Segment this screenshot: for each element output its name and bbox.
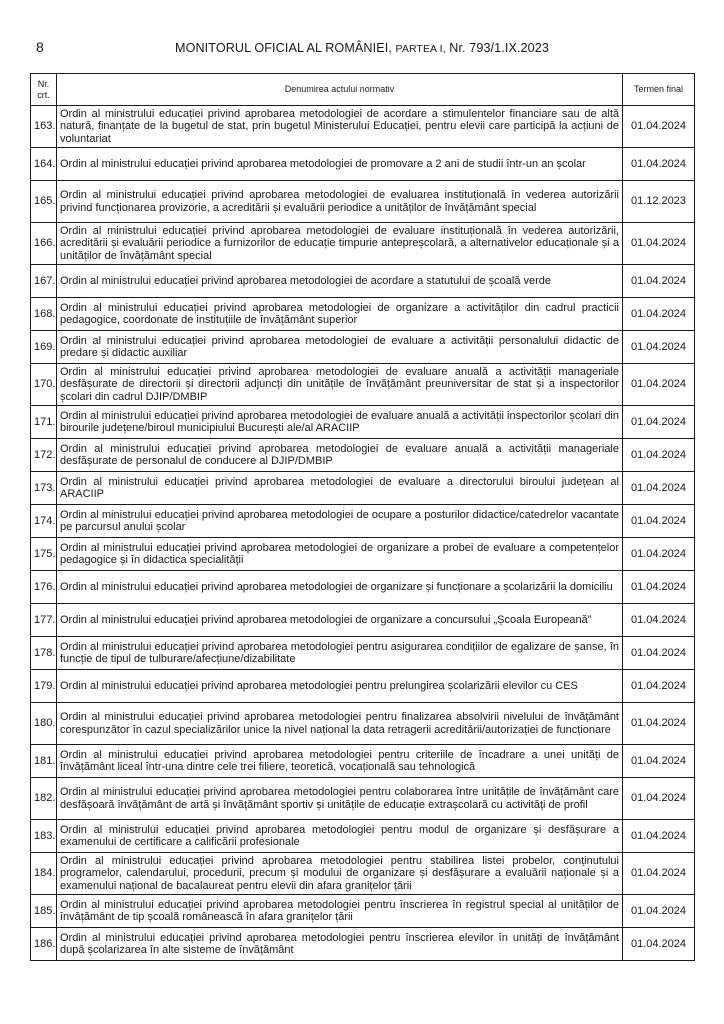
table-row xyxy=(31,745,695,778)
row-number: 167. xyxy=(31,265,57,298)
table-row xyxy=(31,223,695,265)
table-row xyxy=(31,670,695,703)
table-row xyxy=(31,298,695,331)
normative-acts-table xyxy=(30,73,695,961)
deadline: 01.04.2024 xyxy=(623,538,695,571)
table-header-row xyxy=(31,74,695,106)
act-name: Ordin al ministrului educației privind aprobarea metodologiei de evaluare anuală a activității inspectorilor școlari din birourile județene/biroul municipiului București ale/al ARACIIP xyxy=(57,406,623,439)
page-number: 8 xyxy=(36,39,44,55)
table-row xyxy=(31,364,695,406)
act-name: Ordin al ministrului educației privind aprobarea metodologiei de evaluare a activității personalului didactic de predare și didactic auxiliar xyxy=(57,331,623,364)
row-number: 186. xyxy=(31,928,57,961)
table-row xyxy=(31,604,695,637)
table-row xyxy=(31,571,695,604)
row-number: 170. xyxy=(31,364,57,406)
table-row xyxy=(31,148,695,181)
act-name: Ordin al ministrului educației privind aprobarea metodologiei de promovare a 2 ani de studii într-un an școlar xyxy=(57,148,623,181)
table-row xyxy=(31,703,695,745)
row-number: 169. xyxy=(31,331,57,364)
table-row xyxy=(31,331,695,364)
row-number: 175. xyxy=(31,538,57,571)
row-number: 172. xyxy=(31,439,57,472)
deadline: 01.04.2024 xyxy=(623,778,695,820)
table-row xyxy=(31,505,695,538)
table-row xyxy=(31,472,695,505)
row-number: 171. xyxy=(31,406,57,439)
act-name: Ordin al ministrului educației privind aprobarea metodologiei de evaluare a directorului biroului județean al ARACIIP xyxy=(57,472,623,505)
journal-issue: Nr. 793/1.IX.2023 xyxy=(449,41,549,55)
act-name: Ordin al ministrului educației privind aprobarea metodologiei pentru înscrierea în registrul special al unităților de învățământ de tip școală românească în afara granițelor țării xyxy=(57,895,623,928)
act-name: Ordin al ministrului educației privind aprobarea metodologiei de organizare a activităților din cadrul practicii pedagogice, coordonate de instituțiile de învățământ superior xyxy=(57,298,623,331)
table-row xyxy=(31,853,695,895)
act-name: Ordin al ministrului educației privind aprobarea metodologiei pentru stabilirea listei probelor, conținutului programelor, calendarului, procedurii, precum și modului de organizare și desfășurare a evaluării naționale și a examenului național de bacalaureat pentru elevii din afara granițelor țării xyxy=(57,853,623,895)
act-name: Ordin al ministrului educației privind aprobarea metodologiei de organizare a probei de evaluare a competențelor pedagogice și în didactica specialității xyxy=(57,538,623,571)
deadline: 01.04.2024 xyxy=(623,406,695,439)
act-name: Ordin al ministrului educației privind aprobarea metodologiei pentru înscrierea elevilor în unități de învățământ după școlarizarea în alte sisteme de învățământ xyxy=(57,928,623,961)
row-number: 178. xyxy=(31,637,57,670)
row-number: 174. xyxy=(31,505,57,538)
act-name: Ordin al ministrului educației privind aprobarea metodologiei pentru criteriile de încadrare a unei unități de învățământ liceal într-una dintre cele trei filiere, teoretică, vocațională sau tehnologică xyxy=(57,745,623,778)
act-name: Ordin al ministrului educației privind aprobarea metodologiei de evaluare anuală a activității manageriale desfășurate de personalul de conducere al DJIP/DMBIP xyxy=(57,439,623,472)
row-number: 176. xyxy=(31,571,57,604)
table-row xyxy=(31,106,695,148)
deadline: 01.12.2023 xyxy=(623,181,695,223)
deadline: 01.04.2024 xyxy=(623,571,695,604)
act-name: Ordin al ministrului educației privind aprobarea metodologiei de organizare a concursului „Școala Europeană” xyxy=(57,604,623,637)
row-number: 185. xyxy=(31,895,57,928)
deadline: 01.04.2024 xyxy=(623,604,695,637)
table-row xyxy=(31,538,695,571)
deadline: 01.04.2024 xyxy=(623,106,695,148)
table-row xyxy=(31,820,695,853)
row-number: 177. xyxy=(31,604,57,637)
act-name: Ordin al ministrului educației privind aprobarea metodologiei de evaluare anuală a activității manageriale desfășurate de directorii și directorii adjuncți din unitățile de învățământ preuniversitar de stat și a inspectorilor școlari din cadrul DJIP/DMBIP xyxy=(57,364,623,406)
deadline: 01.04.2024 xyxy=(623,637,695,670)
row-number: 182. xyxy=(31,778,57,820)
table-row xyxy=(31,778,695,820)
column-header-nr: Nr. crt. xyxy=(31,74,57,106)
row-number: 165. xyxy=(31,181,57,223)
page-header xyxy=(0,41,724,55)
act-name: Ordin al ministrului educației privind aprobarea metodologiei de acordare a stimulentelor financiare sau de altă natură, finanțate de la bugetul de stat, prin bugetul Ministerului Educației, pentru elevii care participă la acțiuni de voluntariat xyxy=(57,106,623,148)
row-number: 168. xyxy=(31,298,57,331)
deadline: 01.04.2024 xyxy=(623,223,695,265)
deadline: 01.04.2024 xyxy=(623,895,695,928)
table-row xyxy=(31,181,695,223)
journal-title: MONITORUL OFICIAL AL ROMÂNIEI, xyxy=(175,41,392,55)
table-row xyxy=(31,928,695,961)
act-name: Ordin al ministrului educației privind aprobarea metodologiei pentru modul de organizare și desfășurare a examenului de certificare a calificării profesionale xyxy=(57,820,623,853)
act-name: Ordin al ministrului educației privind aprobarea metodologiei de acordare a statutului de școală verde xyxy=(57,265,623,298)
deadline: 01.04.2024 xyxy=(623,364,695,406)
row-number: 163. xyxy=(31,106,57,148)
deadline: 01.04.2024 xyxy=(623,928,695,961)
deadline: 01.04.2024 xyxy=(623,820,695,853)
row-number: 183. xyxy=(31,820,57,853)
deadline: 01.04.2024 xyxy=(623,472,695,505)
row-number: 184. xyxy=(31,853,57,895)
deadline: 01.04.2024 xyxy=(623,505,695,538)
act-name: Ordin al ministrului educației privind aprobarea metodologiei de organizare și funcționare a școlarizării la domiciliu xyxy=(57,571,623,604)
table-row xyxy=(31,265,695,298)
act-name: Ordin al ministrului educației privind aprobarea metodologiei de evaluare instituțională în vederea autorizării, acreditării și evaluării periodice a furnizorilor de educație timpurie antepreșcolară, a alternativelor educaționale și a unităților de învățământ special xyxy=(57,223,623,265)
row-number: 181. xyxy=(31,745,57,778)
act-name: Ordin al ministrului educației privind aprobarea metodologiei pentru finalizarea absolvirii nivelului de învățământ corespunzător în cazul specializărilor unice la nivel național la data retragerii acreditării/autorizației de funcționare xyxy=(57,703,623,745)
deadline: 01.04.2024 xyxy=(623,745,695,778)
deadline: 01.04.2024 xyxy=(623,670,695,703)
column-header-name: Denumirea actului normativ xyxy=(57,74,623,106)
deadline: 01.04.2024 xyxy=(623,703,695,745)
column-header-deadline: Termen final xyxy=(623,74,695,106)
row-number: 180. xyxy=(31,703,57,745)
row-number: 166. xyxy=(31,223,57,265)
deadline: 01.04.2024 xyxy=(623,265,695,298)
deadline: 01.04.2024 xyxy=(623,298,695,331)
table-row xyxy=(31,439,695,472)
journal-part: PARTEA I, xyxy=(395,43,446,55)
deadline: 01.04.2024 xyxy=(623,439,695,472)
act-name: Ordin al ministrului educației privind aprobarea metodologiei de ocupare a posturilor didactice/catedrelor vacantate pe parcursul anului școlar xyxy=(57,505,623,538)
act-name: Ordin al ministrului educației privind aprobarea metodologiei pentru asigurarea condițiilor de egalizare de șanse, în funcție de tipul de tulburare/afecțiune/dizabilitate xyxy=(57,637,623,670)
act-name: Ordin al ministrului educației privind aprobarea metodologiei pentru colaborarea între unitățile de învățământ care desfășoară învățământ de artă și învățământ sportiv și unitățile de educație extrașcolară cu activități de profil xyxy=(57,778,623,820)
deadline: 01.04.2024 xyxy=(623,853,695,895)
table-row xyxy=(31,895,695,928)
deadline: 01.04.2024 xyxy=(623,331,695,364)
table-row xyxy=(31,637,695,670)
deadline: 01.04.2024 xyxy=(623,148,695,181)
act-name: Ordin al ministrului educației privind aprobarea metodologiei pentru prelungirea școlarizării elevilor cu CES xyxy=(57,670,623,703)
table-row xyxy=(31,406,695,439)
row-number: 179. xyxy=(31,670,57,703)
row-number: 173. xyxy=(31,472,57,505)
row-number: 164. xyxy=(31,148,57,181)
act-name: Ordin al ministrului educației privind aprobarea metodologiei de evaluarea instituțională în vederea autorizării privind funcționarea provizorie, a acreditării și evaluării periodice a unităților de învățământ special xyxy=(57,181,623,223)
